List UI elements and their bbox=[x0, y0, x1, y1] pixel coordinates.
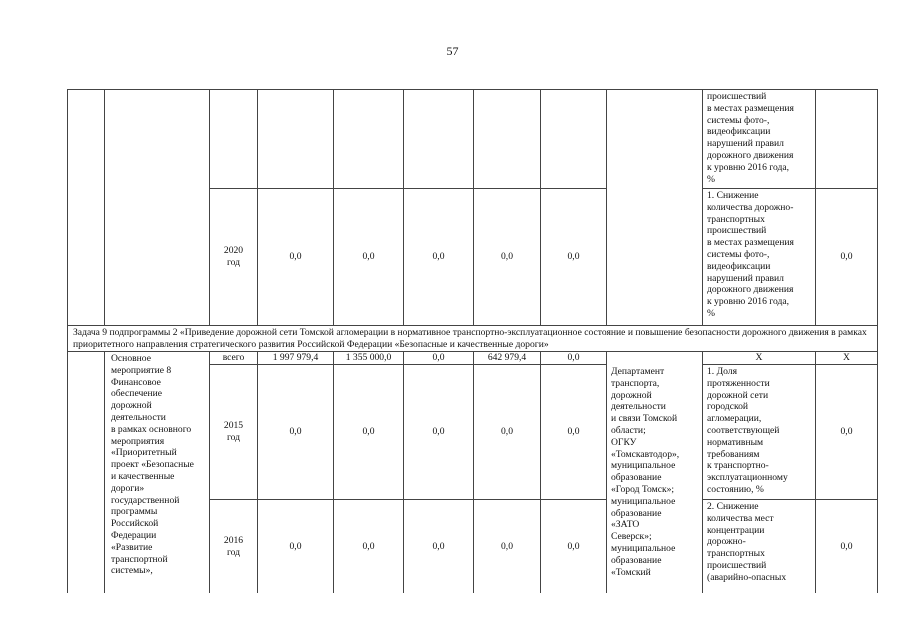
col-regional-cell bbox=[403, 89, 474, 189]
indicator-cell: 1. Доля протяженности дорожной сети городской агломерации, соответствующей нормативным требованиям к транспортно- эксплуатационному состоянию, % bbox=[702, 364, 816, 500]
col-number-cell bbox=[67, 351, 105, 593]
value-cell: 0,0 bbox=[257, 499, 334, 593]
value-cell: 0,0 bbox=[403, 188, 474, 326]
col-total-cell bbox=[257, 89, 334, 189]
indicator-value-cell: 0,0 bbox=[815, 364, 878, 500]
col-extra-cell bbox=[540, 89, 607, 189]
value-cell: 0,0 bbox=[333, 188, 404, 326]
value-cell: 0,0 bbox=[257, 364, 334, 500]
value-cell: 0,0 bbox=[333, 499, 404, 593]
total-value-cell: 642 979,4 bbox=[473, 351, 541, 365]
value-cell: 0,0 bbox=[403, 499, 474, 593]
total-value-cell: 0,0 bbox=[540, 351, 607, 365]
indicator-cell: происшествий в местах размещения системы фото-, видеофиксации нарушений правил дорожного движения к уровню 2016 года, % bbox=[702, 89, 816, 189]
col-measure-cell bbox=[104, 89, 210, 326]
indicator-value-cell: 0,0 bbox=[815, 499, 878, 593]
year-2020-label: 2020 год bbox=[209, 188, 258, 326]
total-value-cell: 0,0 bbox=[403, 351, 474, 365]
col-local-cell bbox=[473, 89, 541, 189]
col-number-cell bbox=[67, 89, 105, 326]
total-x-cell: X bbox=[702, 351, 816, 365]
indicator-value-cell bbox=[815, 89, 878, 189]
total-label: всего bbox=[209, 351, 258, 365]
program-table bbox=[68, 90, 879, 594]
value-cell: 0,0 bbox=[473, 499, 541, 593]
value-cell: 0,0 bbox=[473, 364, 541, 500]
measure-cell: Основное мероприятие 8 Финансовое обеспечение дорожной деятельности в рамках основного мероприятия «Приоритетный проект «Безопасные и качественные дороги» государственной программы Российской Федерации «Развитие транспортной системы», bbox=[104, 351, 210, 593]
value-cell: 0,0 bbox=[257, 188, 334, 326]
total-value-cell: 1 355 000,0 bbox=[333, 351, 404, 365]
value-cell: 0,0 bbox=[540, 188, 607, 326]
task-heading-row: Задача 9 подпрограммы 2 «Приведение дорожной сети Томской агломерации в нормативное транспортно-эксплуатационное состояние и повышение безопасности дорожного движения в рамках приоритетного направления стратегического развития Российской Федерации «Безопасные и качественные дороги» bbox=[67, 325, 878, 352]
value-cell: 0,0 bbox=[540, 499, 607, 593]
col-year-cell bbox=[209, 89, 258, 189]
total-x-cell: X bbox=[815, 351, 878, 365]
page-number: 57 bbox=[446, 44, 459, 58]
year-2015-label: 2015 год bbox=[209, 364, 258, 500]
col-executor-cell bbox=[606, 89, 703, 326]
col-federal-cell bbox=[333, 89, 404, 189]
value-cell: 0,0 bbox=[403, 364, 474, 500]
year-2016-label: 2016 год bbox=[209, 499, 258, 593]
indicator-cell: 2. Снижение количества мест концентрации дорожно- транспортных происшествий (аварийно-опасных bbox=[702, 499, 816, 593]
value-cell: 0,0 bbox=[333, 364, 404, 500]
value-cell: 0,0 bbox=[473, 188, 541, 326]
executor-cell: Департамент транспорта, дорожной деятельности и связи Томской области; ОГКУ «Томскавтодор», муниципальное образование «Город Томск»; муниципальное образование «ЗАТО Северск»; муниципальное образование «Томский bbox=[606, 351, 703, 593]
value-cell: 0,0 bbox=[540, 364, 607, 500]
total-value-cell: 1 997 979,4 bbox=[257, 351, 334, 365]
indicator-value-cell: 0,0 bbox=[815, 188, 878, 326]
indicator-cell: 1. Снижение количества дорожно- транспортных происшествий в местах размещения системы фото-, видеофиксации нарушений правил дорожного движения к уровню 2016 года, % bbox=[702, 188, 816, 326]
